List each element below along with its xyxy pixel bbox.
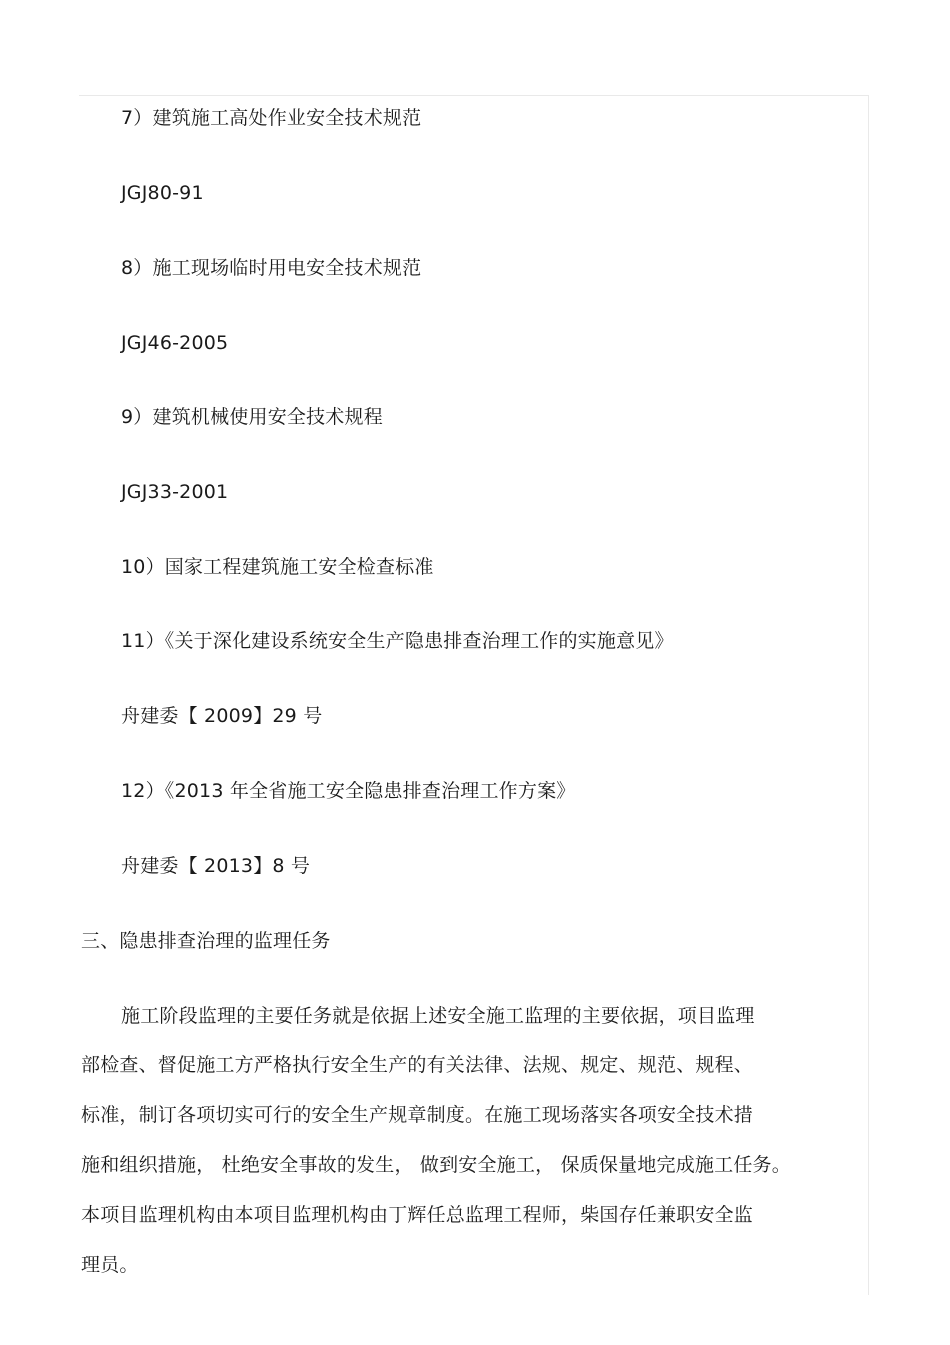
paragraph-line-1: 施工阶段监理的主要任务就是依据上述安全施工监理的主要依据，项目监理 [121, 1005, 755, 1027]
reference-item-12: 12）《2013 年全省施工安全隐患排查治理工作方案》 [121, 780, 576, 802]
reference-code-8: JGJ46-2005 [121, 332, 229, 354]
reference-code-7: JGJ80-91 [121, 182, 204, 204]
paragraph-line-6: 理员。 [81, 1254, 139, 1276]
reference-item-10: 10）国家工程建筑施工安全检查标准 [121, 556, 434, 578]
reference-item-8: 8）施工现场临时用电安全技术规范 [121, 257, 422, 279]
reference-code-11: 舟建委【 2009】29 号 [121, 705, 323, 727]
reference-item-11: 11）《关于深化建设系统安全生产隐患排查治理工作的实施意见》 [121, 630, 674, 652]
paragraph-line-2: 部检查、督促施工方严格执行安全生产的有关法律、法规、规定、规范、规程、 [81, 1054, 754, 1076]
reference-code-12: 舟建委【 2013】8 号 [121, 855, 311, 877]
paragraph-line-4: 施和组织措施， 杜绝安全事故的发生， 做到安全施工， 保质保量地完成施工任务。 [81, 1154, 791, 1176]
paragraph-line-3: 标准，制订各项切实可行的安全生产规章制度。在施工现场落实各项安全技术措 [81, 1104, 754, 1126]
section-heading: 三、隐患排查治理的监理任务 [81, 930, 331, 952]
paragraph-line-5: 本项目监理机构由本项目监理机构由丁辉任总监理工程师，柴国存任兼职安全监 [81, 1204, 754, 1226]
reference-code-9: JGJ33-2001 [121, 481, 229, 503]
reference-item-9: 9）建筑机械使用安全技术规程 [121, 406, 383, 428]
reference-item-7: 7）建筑施工高处作业安全技术规范 [121, 107, 422, 129]
